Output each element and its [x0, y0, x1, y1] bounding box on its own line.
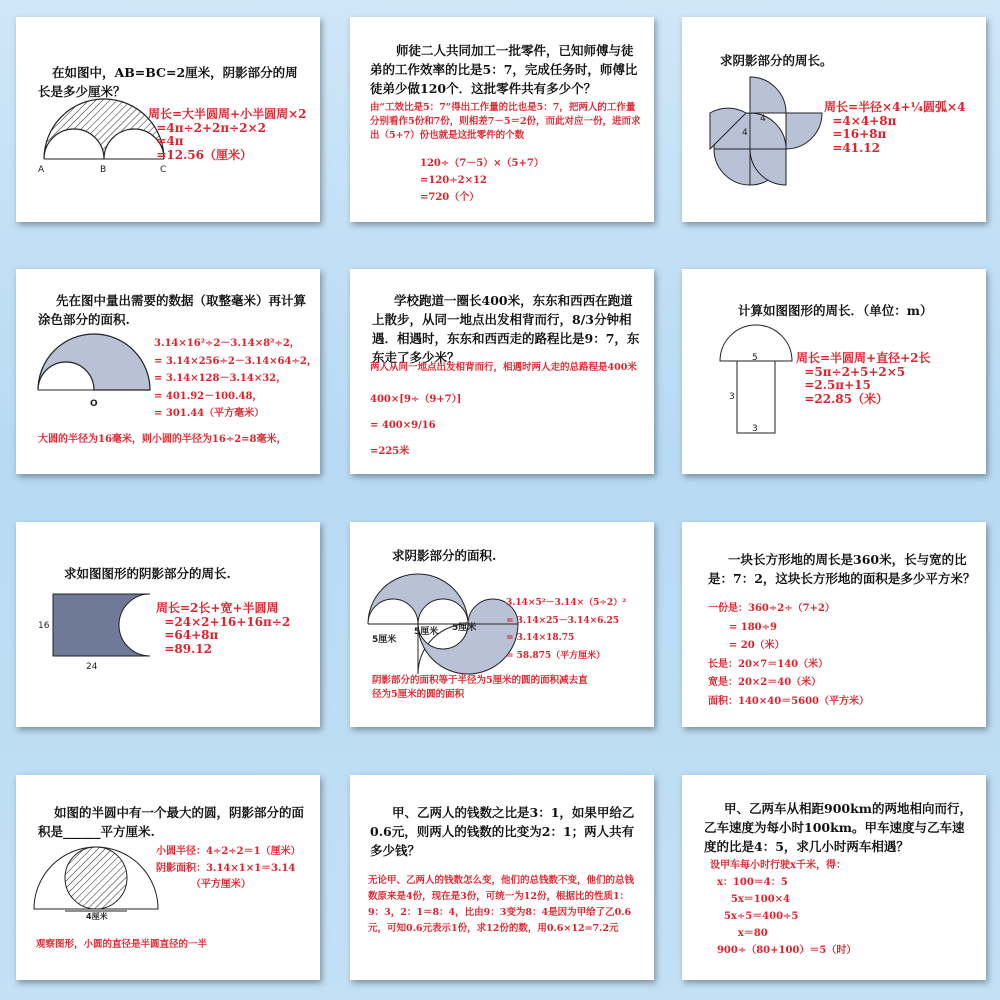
- answer-text: 周长=半圆周+直径+2长 =5π÷2+5+2×5 =2.5π+15 =22.85（米）: [796, 351, 931, 406]
- answer-text: 设甲车每小时行驶x千米，得： x：100＝4：5 5x＝100×4 5x÷5＝400÷5 x＝80 900÷（80+100）＝5（时）: [710, 860, 857, 956]
- side-label: 3: [729, 392, 735, 402]
- card-rectangle-field: [682, 522, 986, 727]
- question-text: 求如图图形的阴影部分的周长.: [64, 566, 231, 581]
- question-text: 求阴影部分的周长。: [720, 53, 833, 68]
- question-text: 师徒二人共同加工一批零件，已知师傅与徒弟的工作效率的比是5：7，完成任务时，师傅比徒弟少做120个．这批零件共有多少个？: [370, 43, 638, 96]
- explanation-text: 阴影部分的面积等于半径为5厘米的圆的面积减去直径为5厘米的圆的面积: [372, 675, 588, 700]
- question-text: 先在图中量出需要的数据（取整毫米）再计算涂色部分的面积.: [38, 293, 307, 327]
- question-text: 在如图中，AB=BC=2厘米，阴影部分的周长是多少厘米？: [38, 65, 298, 99]
- explanation-text: 观察图形，小圆的直径是半圆直径的一半: [36, 939, 208, 950]
- answer-text: 周长=2长+宽+半圆周 =24×2+16+16π÷2 =64+8π =89.12: [156, 601, 291, 656]
- dim-label-1: 5厘米: [372, 635, 397, 645]
- question-text: 一块长方形地的周长是360米，长与宽的比是：7：2，这块长方形地的面积是多少平方米？: [708, 552, 976, 586]
- center-label: O: [90, 399, 98, 409]
- answer-text: 3.14×5²－3.14×（5÷2）² = 3.14×25－3.14×6.25 = 3.14×18.75 = 58.875（平方厘米）: [506, 598, 627, 661]
- card-mushroom: [682, 269, 986, 474]
- card-track: [350, 269, 654, 474]
- label-b: B: [100, 165, 107, 175]
- label-a: A: [38, 165, 45, 175]
- label-c: C: [160, 165, 167, 175]
- width-label: 5: [752, 353, 758, 363]
- question-text: 求阴影部分的面积.: [392, 548, 497, 563]
- diameter-label: 4厘米: [86, 912, 108, 921]
- question-text: 甲、乙两人的钱数之比是3：1，如果甲给乙0.6元，则两人的钱数的比变为2：1；两人共有多少钱？: [370, 805, 635, 858]
- question-text: 甲、乙两车从相距900km的两地相向而行，乙车速度为每小时100km。甲车速度与乙车速度的比是4：5，求几小时两车相遇？: [704, 801, 972, 854]
- explanation-text: 由“工效比是5：7”得出工作量的比也是5：7，把两人的工作量分别看作5份和7份，则相差7－5＝2份，而此对应一份，进而求出（5+7）份也就是这批零件的个数: [370, 102, 641, 141]
- answer-text: 周长=半径×4+¼圆弧×4 =4×4+8π =16+8π =41.12: [824, 100, 966, 155]
- card-rectangle-cutout: [16, 522, 320, 727]
- answer-text: 小圆半径：4÷2÷2＝1（厘米） 阴影面积：3.14×1×1＝3.14 （平方厘米）: [156, 846, 301, 890]
- explanation-text: 两人从同一地点出发相背而行，相遇时两人走的总路程是400米: [370, 362, 637, 373]
- card-workers: [350, 17, 654, 222]
- question-text: 计算如图图形的周长．（单位：m）: [738, 303, 933, 318]
- dim-label-2: 5厘米: [414, 627, 439, 637]
- radius-label-2: 4: [742, 128, 748, 138]
- card-inscribed-circle: [16, 775, 320, 980]
- card-semicircles: [16, 17, 320, 222]
- card-yin-yang: [350, 522, 654, 727]
- explanation-text: 大圆的半径为16毫米，则小圆的半径为16÷2=8毫米，: [38, 434, 287, 445]
- answer-text: 一份是：360÷2÷（7+2） = 180÷9 = 20（米） 长是：20×7＝140（米） 宽是：20×2＝40（米） 面积：140×40＝5600（平方米）: [708, 603, 870, 707]
- dim-label-3: 5厘米: [452, 623, 477, 633]
- card-money-ratio: [350, 775, 654, 980]
- explanation-text: 无论甲、乙两人的钱数怎么变，他们的总钱数不变，他们的总钱数原来是4份，现在是3份，可统一为12份，根据比的性质1：9：3，2：1＝8：4，比由9：3变为8：4是因为甲给了乙0.6元，可知0.6元表示1份，求12份的数，用0.6×12=7.2元: [368, 875, 635, 934]
- card-pinwheel: [682, 17, 986, 222]
- answer-text: 120÷（7－5）×（5+7） =120÷2×12 =720（个）: [420, 158, 544, 203]
- card-coloured-area: [16, 269, 320, 474]
- answer-text: 3.14×16²÷2－3.14×8²÷2， = 3.14×256÷2－3.14×64÷2， = 3.14×128－3.14×32， = 401.92－100.48， = 301.44（平方毫米）: [154, 338, 317, 419]
- answer-text: 400×[9÷（9+7）] = 400×9/16 =225米: [370, 394, 462, 457]
- question-text: 学校跑道一圈长400米，东东和西西在跑道上散步，从同一地点出发相背而行，8/3分钟相遇．相遇时，东东和西西走的路程比是9：7，东东走了多少米？: [372, 293, 640, 365]
- length-label: 24: [86, 662, 98, 672]
- radius-label: 4: [760, 114, 766, 124]
- answer-text: 周长=大半圆周+小半圆周×2 =4π÷2+2π÷2×2 =4π =12.56（厘米）: [148, 107, 307, 162]
- question-text: 如图的半圆中有一个最大的圆，阴影部分的面积是______平方厘米.: [38, 805, 305, 839]
- height-label: 16: [38, 621, 50, 631]
- card-two-cars: [682, 775, 986, 980]
- bottom-label: 3: [752, 424, 758, 434]
